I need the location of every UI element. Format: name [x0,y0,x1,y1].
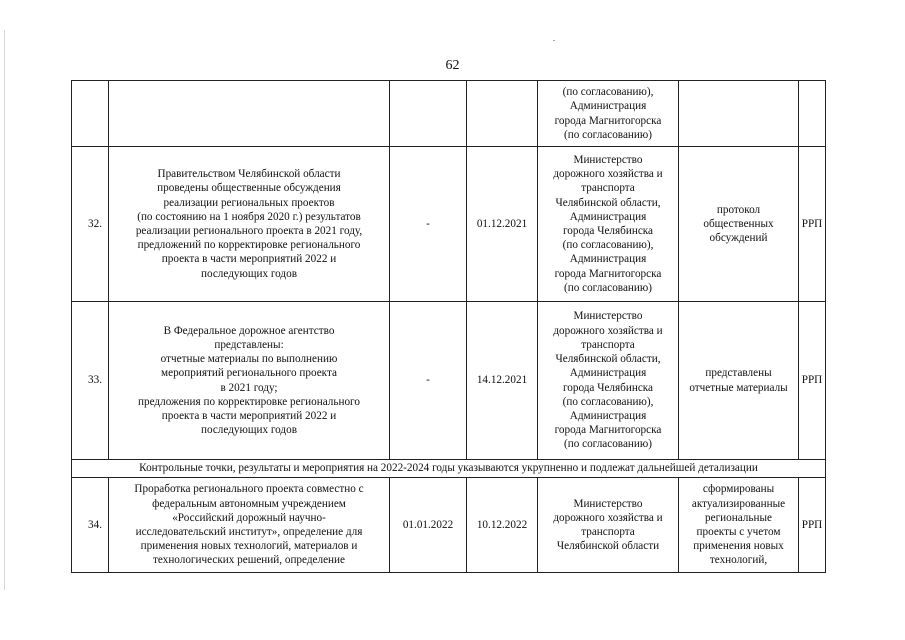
end-date-cell: 10.12.2022 [467,478,538,573]
text-line: представлены: [214,338,284,351]
level-cell: РРП [799,302,826,460]
level-cell: РРП [799,478,826,573]
text-line: города Челябинска [562,381,654,394]
text-line: дорожного хозяйства и [553,511,663,524]
text-line: реализации региональных проектов [163,196,335,209]
text-line: последующих годов [200,424,297,437]
text-line: проекта в части мероприятий 2022 и [161,253,337,266]
text-line: проекта в части мероприятий 2022 и [161,409,337,422]
responsible-cell [538,81,679,147]
row-number: 33. [72,302,109,460]
responsible-cell [538,302,679,460]
table-row [72,478,826,573]
end-date-cell: 01.12.2021 [467,147,538,302]
text-line: Министерство [573,497,643,510]
text-line: города Челябинска [562,225,654,237]
text-line: города Магнитогорска [554,267,662,280]
text-line: Администрация [569,253,647,266]
text-line: реализации регионального проекта в 2021 году, [135,225,363,237]
text-line: Челябинской области, [555,353,661,366]
text-line: сформированы [702,483,775,496]
text-line: (по согласованию) [564,281,652,294]
text-line: Челябинской области [556,540,660,553]
responsible-cell [538,478,679,573]
level-cell: РРП [799,147,826,302]
text-line: города Магнитогорска [554,424,662,437]
text-line: (по состоянию на 1 ноября 2020 г.) результатов [137,210,361,223]
description-cell [109,147,390,302]
text-line: дорожного хозяйства и [553,324,663,337]
text-line: обсуждений [709,232,768,245]
level-cell [799,81,826,147]
text-line: предложений по корректировке регионального [137,239,361,252]
row-number [72,81,109,147]
text-line: В Федеральное дорожное агентство [163,324,335,337]
text-line: представлены [705,367,772,380]
text-line: Администрация [569,100,647,113]
table-row [72,147,826,302]
text-line: (по согласованию) [564,128,652,141]
result-cell [679,478,799,573]
text-line: Проработка регионального проекта совместно с [134,483,364,496]
text-line: проекты с учетом [696,526,781,538]
text-line: Правительством Челябинской области [157,168,341,181]
end-date-cell [467,81,538,147]
text-line: общественных [703,217,774,230]
text-line: (по согласованию) [564,438,652,451]
plan-table [71,80,826,573]
scan-dust-mark [553,40,555,41]
text-line: применения новых технологий, материалов и [140,540,358,553]
end-date-cell: 14.12.2021 [467,302,538,460]
result-cell [679,81,799,147]
text-line: отчетные материалы по выполнению [160,353,338,366]
text-line: Администрация [569,409,647,422]
text-line: города Магнитогорска [554,114,662,127]
text-line: мероприятий регионального проекта [161,367,337,380]
start-date-cell: - [390,302,467,460]
page-number: 62 [445,58,460,73]
text-line: Администрация [569,210,647,223]
section-header-row [72,460,826,478]
text-line: Министерство [573,310,643,323]
text-line: (по согласованию), [562,239,654,252]
text-line: «Российский дорожный научно- [172,511,326,524]
table-row [72,81,826,147]
text-line: транспорта [581,526,635,538]
text-line: в 2021 году; [220,381,278,394]
description-cell [109,478,390,573]
table-row [72,302,826,460]
result-cell [679,147,799,302]
text-line: предложения по корректировке регионального [138,395,360,408]
text-line: (по согласованию), [562,86,654,99]
text-line: транспорта [581,182,635,195]
text-line: региональные [705,511,772,524]
text-line: дорожного хозяйства и [553,168,663,181]
responsible-cell [538,147,679,302]
result-cell [679,302,799,460]
row-number: 34. [72,478,109,573]
start-date-cell [390,81,467,147]
text-line: технологий, [709,554,768,567]
text-line: Министерство [573,153,643,166]
start-date-cell: - [390,147,467,302]
scan-edge-line [4,30,5,590]
text-line: применения новых [693,540,784,553]
text-line: протокол [716,203,761,216]
start-date-cell: 01.01.2022 [390,478,467,573]
text-line: транспорта [581,338,635,351]
text-line: исследовательский институт», определение для [135,526,363,538]
text-line: последующих годов [200,267,297,280]
description-cell [109,81,390,147]
text-line: Администрация [569,367,647,380]
text-line: Челябинской области, [555,196,661,209]
row-number: 32. [72,147,109,302]
text-line: проведены общественные обсуждения [157,182,341,195]
text-line: актуализированные [691,497,786,510]
description-cell [109,302,390,460]
section-header: Контрольные точки, результаты и мероприятия на 2022-2024 годы указываются укрупненно и подлежат дальнейшей детализации [72,460,826,478]
text-line: отчетные материалы [689,381,788,394]
text-line: федеральным автономным учреждением [152,497,346,510]
text-line: технологических решений, определение [153,554,345,567]
text-line: (по согласованию), [562,395,654,408]
